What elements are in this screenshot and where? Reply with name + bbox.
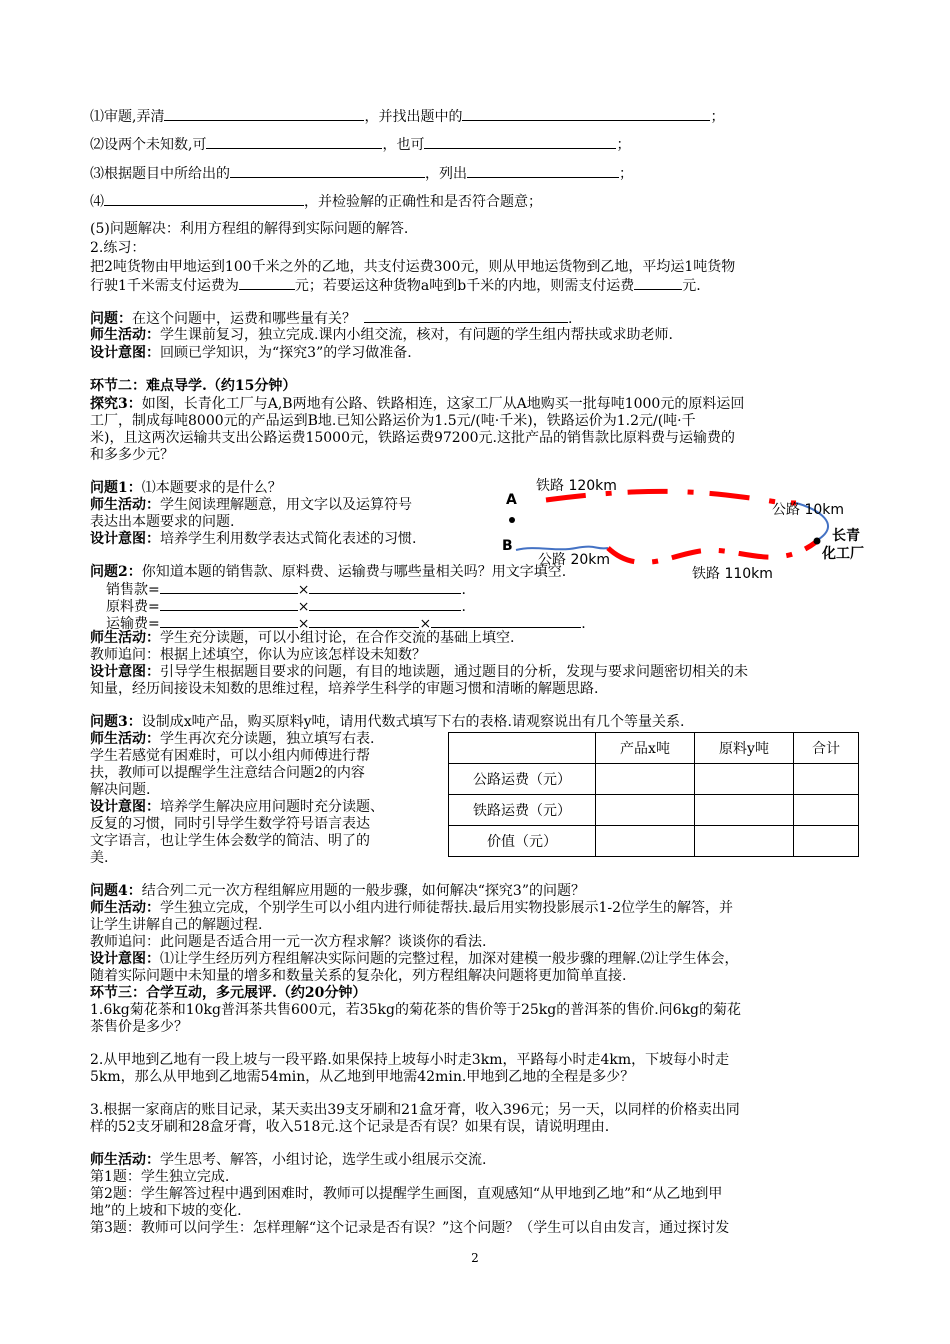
note-1: 第1题：学生独立完成. (90, 1169, 230, 1185)
table-header (449, 733, 596, 764)
rail-lower (608, 542, 816, 562)
blank[interactable] (467, 164, 619, 178)
blank[interactable] (230, 164, 425, 178)
blank[interactable] (634, 276, 682, 290)
intent-2: 设计意图：引导学生根据题目要求的问题，有目的地读题，通过题目的分析，发现与要求问题密切相关的未 (90, 664, 748, 680)
page-number: 2 (471, 1251, 479, 1265)
blank[interactable] (364, 309, 568, 323)
intent-3-l2: 反复的习惯，同时引导学生数学符号语言表达 (90, 816, 370, 832)
explore-3-line-2: 工厂，制成每吨8000元的产品运到B地.已知公路运价为1.5元/(吨·千米)，铁路运价为1.2元/(吨·千 (90, 413, 696, 429)
blank[interactable] (160, 597, 298, 611)
section-3-title: 环节三：合学互动，多元展评.（约20分钟） (90, 985, 367, 1001)
table-cell[interactable] (695, 826, 794, 857)
blank[interactable] (239, 276, 295, 290)
table-cell[interactable] (794, 795, 859, 826)
table-cell[interactable] (596, 826, 695, 857)
problem-2-cont: 5km，那么从甲地到乙地需54min，从乙地到甲地需42min.甲地到乙地的全程是多少？ (90, 1069, 635, 1085)
blank[interactable] (160, 614, 298, 628)
activity-3-l4: 解决问题. (90, 782, 151, 798)
step-1: ⑴审题,弄清 ，并找出题中的 ； (90, 109, 725, 125)
intent-4-cont: 随着实际问题中未知量的增多和数量关系的复杂化，列方程组解决问题将更加简单直接. (90, 968, 627, 984)
intent-4: 设计意图：⑴让学生经历列方程组解决实际问题的完整过程，加深对建模一般步骤的理解.⑵让学生体会， (90, 951, 739, 967)
label-road-10: 公路 10km (772, 502, 845, 518)
blank[interactable] (424, 135, 616, 149)
intent-0: 设计意图：回顾已学知识，为“探究3”的学习做准备. (90, 345, 412, 361)
table-row (449, 826, 859, 857)
table-cell[interactable] (695, 795, 794, 826)
blank[interactable] (206, 135, 382, 149)
activity-1: 师生活动：学生阅读理解题意，用文字以及运算符号 (90, 497, 412, 513)
blank[interactable] (160, 580, 298, 594)
dot-a (509, 517, 515, 523)
activity-4: 师生活动：学生独立完成，个别学生可以小组内进行师徒帮扶.最后用实物投影展示1-2位学生的解答，并 (90, 900, 733, 916)
explore-3-line-3: 米)，且这两次运输共支出公路运费15000元，铁路运费97200元.这批产品的销售款比原料费与运输费的 (90, 430, 735, 446)
table-cell[interactable] (794, 826, 859, 857)
step-4: ⑷ ，并检验解的正确性和是否符合题意； (90, 194, 542, 210)
teacher-ask-2: 教师追问：根据上述填空，你认为应该怎样设未知数？ (90, 647, 426, 663)
fill-table (448, 732, 859, 857)
row-label: 价值（元） (449, 826, 596, 857)
blank[interactable] (309, 580, 461, 594)
dot-factory (814, 538, 821, 545)
note-2: 第2题：学生解答过程中遇到困难时，教师可以提醒学生画图，直观感知“从甲地到乙地”和“从乙地到甲 (90, 1186, 723, 1202)
section-2-title: 环节二：难点导学.（约15分钟） (90, 378, 297, 394)
table-header: 产品x吨 (596, 733, 695, 764)
label-a: A (506, 492, 517, 508)
label-rail-120: 铁路 120km (536, 478, 617, 494)
explore-3-line-4: 和多多少元？ (90, 447, 174, 463)
table-row (449, 764, 859, 795)
question-1: 问题1：⑴本题要求的是什么？ (90, 480, 282, 496)
blank[interactable] (462, 107, 710, 121)
question-3: 问题3：设制成x吨产品，购买原料y吨，请用代数式填写下右的表格.请观察说出有几个等量关系. (90, 714, 685, 730)
table-cell[interactable] (596, 764, 695, 795)
label-b: B (502, 538, 513, 554)
activity-3-l2: 学生若感觉有困难时，可以小组内师傅进行帮 (90, 748, 370, 764)
activity-4-cont: 让学生讲解自己的解题过程. (90, 917, 263, 933)
table-cell[interactable] (695, 764, 794, 795)
explore-3-line-1: 探究3：如图，长青化工厂与A,B两地有公路、铁路相连，这家工厂从A地购买一批每吨1000元的原料运回 (90, 396, 745, 412)
step-5: (5)问题解决：利用方程组的解得到实际问题的解答. (90, 221, 409, 237)
problem-3-cont: 样的52支牙刷和28盒牙膏，收入518元.这个记录是否有误？如果有误，请说明理由. (90, 1119, 610, 1135)
blank[interactable] (309, 614, 419, 628)
row-label: 公路运费（元） (449, 764, 596, 795)
label-factory-2: 化工厂 (822, 546, 864, 562)
question-2: 问题2：你知道本题的销售款、原料费、运输费与哪些量相关吗？用文字填空. (90, 564, 567, 580)
raw-line: 原料费= × . (106, 599, 466, 615)
sale-line: 销售款= × . (106, 582, 466, 598)
blank[interactable] (104, 192, 304, 206)
practice-label: 2.练习： (90, 240, 146, 256)
activity-2: 师生活动：学生充分读题，可以小组讨论，在合作交流的基础上填空. (90, 630, 515, 646)
problem-1-cont: 茶售价是多少？ (90, 1019, 188, 1035)
intent-3: 设计意图：培养学生解决应用问题时充分读题、 (90, 799, 384, 815)
label-road-20: 公路 20km (538, 552, 611, 568)
activity-5: 师生活动：学生思考、解答，小组讨论，选学生或小组展示交流. (90, 1152, 487, 1168)
note-3: 第3题：教师可以问学生：怎样理解“这个记录是否有误？”这个问题？（学生可以自由发言，通过探讨发 (90, 1220, 730, 1236)
question-0: 问题：在这个问题中，运费和哪些量有关？ . (90, 311, 573, 327)
practice-text-2: 行驶1千米需支付运费为 元；若要运这种货物a吨到b千米的内地，则需支付运费 元. (90, 278, 701, 294)
problem-1: 1.6kg菊花茶和10kg普洱茶共售600元，若35kg的菊花茶的售价等于25kg的普洱茶的售价.问6kg的菊花 (90, 1002, 742, 1018)
problem-2: 2.从甲地到乙地有一段上坡与一段平路.如果保持上坡每小时走3km，平路每小时走4km，下坡每小时走 (90, 1052, 730, 1068)
blank[interactable] (164, 107, 364, 121)
teacher-ask-4: 教师追问：此问题是否适合用一元一次方程求解？谈谈你的看法. (90, 934, 487, 950)
practice-text-1: 把2吨货物由甲地运到100千米之外的乙地，共支付运费300元，则从甲地运货物到乙地，平均运1吨货物 (90, 259, 736, 275)
trans-line: 运输费= × × . (106, 616, 586, 632)
label-factory-1: 长青 (832, 528, 860, 544)
table-header: 合计 (794, 733, 859, 764)
intent-3-l4: 美. (90, 850, 109, 866)
activity-3-l3: 扶，教师可以提醒学生注意结合问题2的内容 (90, 765, 365, 781)
activity-0: 师生活动：学生课前复习，独立完成.课内小组交流，核对，有问题的学生组内帮扶或求助老师. (90, 327, 673, 343)
intent-2-cont: 知量，经历间接设未知数的思维过程，培养学生科学的审题习惯和清晰的解题思路. (90, 681, 599, 697)
table-cell[interactable] (794, 764, 859, 795)
step-2: ⑵设两个未知数,可 ，也可 ； (90, 137, 631, 153)
activity-1-cont: 表达出本题要求的问题. (90, 514, 235, 530)
activity-3: 师生活动：学生再次充分读题，独立填写右表. (90, 731, 375, 747)
row-label: 铁路运费（元） (449, 795, 596, 826)
note-2-cont: 地”的上坡和下坡的变化. (90, 1203, 242, 1219)
blank[interactable] (431, 614, 581, 628)
question-4: 问题4：结合列二元一次方程组解应用题的一般步骤，如何解决“探究3”的问题？ (90, 883, 585, 899)
label-rail-110: 铁路 110km (692, 566, 773, 582)
road-lower (516, 547, 608, 550)
intent-3-l3: 文字语言，也让学生体会数学的简洁、明了的 (90, 833, 370, 849)
table-header-row (449, 733, 859, 764)
table-header: 原料y吨 (695, 733, 794, 764)
step-3: ⑶根据题目中所给出的 ，列出 ； (90, 166, 633, 182)
problem-3: 3.根据一家商店的账目记录，某天卖出39支牙刷和21盒牙膏，收入396元；另一天，以同样的价格卖出同 (90, 1102, 740, 1118)
blank[interactable] (309, 597, 461, 611)
intent-1: 设计意图：培养学生利用数学表达式简化表述的习惯. (90, 531, 417, 547)
table-row (449, 795, 859, 826)
table-cell[interactable] (596, 795, 695, 826)
